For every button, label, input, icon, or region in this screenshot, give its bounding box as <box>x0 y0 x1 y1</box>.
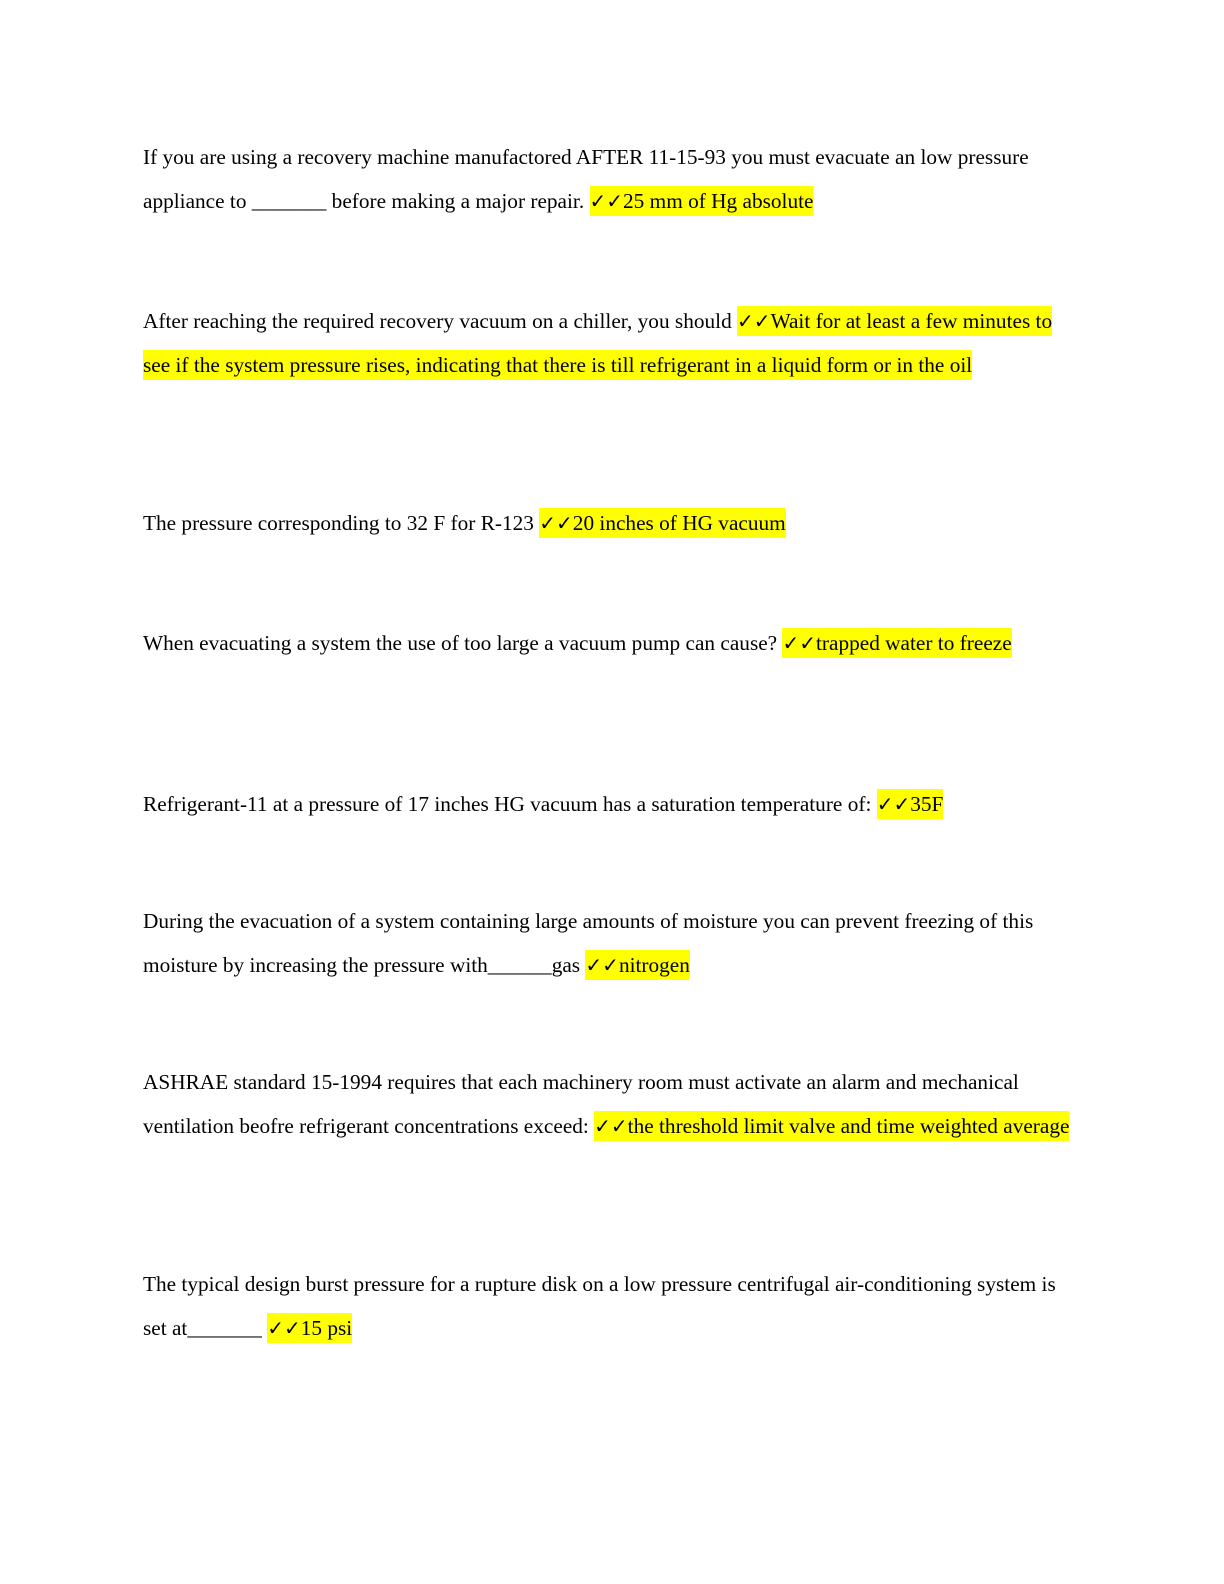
answer-text: 15 psi <box>300 1316 353 1340</box>
answer-highlight <box>594 1111 1069 1141</box>
answer-text: Wait for at least a few minutes to see if the system pressure rises, indicating that there is till refrigerant in a liquid form or in the oil <box>143 309 1053 377</box>
qa-item <box>143 1060 1078 1148</box>
question-text: Refrigerant-11 at a pressure of 17 inches HG vacuum has a saturation temperature of: <box>143 792 877 816</box>
double-check-icon: ✓✓ <box>585 953 619 977</box>
double-check-icon: ✓✓ <box>782 631 816 655</box>
double-check-icon: ✓✓ <box>267 1316 301 1340</box>
answer-highlight <box>539 508 785 538</box>
double-check-icon: ✓✓ <box>737 309 771 333</box>
qa-item <box>143 299 1078 387</box>
question-text: If you are using a recovery machine manufactored AFTER 11-15-93 you must evacuate an low pressure appliance to _______ before making a major repair. <box>143 145 1029 213</box>
qa-item <box>143 782 1078 826</box>
answer-text: the threshold limit valve and time weighted average <box>627 1114 1070 1138</box>
question-text: The typical design burst pressure for a rupture disk on a low pressure centrifugal air-conditioning system is set at_______ <box>143 1272 1056 1340</box>
answer-text: 20 inches of HG vacuum <box>572 511 786 535</box>
qa-item <box>143 621 1078 665</box>
answer-text: nitrogen <box>618 953 690 977</box>
qa-item <box>143 135 1078 223</box>
question-text: The pressure corresponding to 32 F for R-123 <box>143 511 540 535</box>
double-check-icon: ✓✓ <box>589 189 624 213</box>
qa-item <box>143 899 1078 987</box>
double-check-icon: ✓✓ <box>594 1114 628 1138</box>
answer-highlight <box>877 789 944 819</box>
answer-text: 25 mm of Hg absolute <box>623 189 814 213</box>
question-text: When evacuating a system the use of too large a vacuum pump can cause? <box>143 631 783 655</box>
answer-highlight <box>585 950 690 980</box>
qa-item <box>143 501 1078 545</box>
qa-item <box>143 1262 1078 1350</box>
question-text: During the evacuation of a system containing large amounts of moisture you can prevent freezing of this moisture by increasing the pressure with______gas <box>143 909 1034 977</box>
double-check-icon: ✓✓ <box>539 511 573 535</box>
answer-highlight <box>782 628 1011 658</box>
answer-highlight <box>267 1313 352 1343</box>
question-text: After reaching the required recovery vacuum on a chiller, you should <box>143 309 738 333</box>
double-check-icon: ✓✓ <box>876 792 911 816</box>
answer-highlight <box>590 186 814 216</box>
question-text: ASHRAE standard 15-1994 requires that each machinery room must activate an alarm and mechanical ventilation beofre refrigerant concentrations exceed: <box>143 1070 1019 1138</box>
answer-text: trapped water to freeze <box>815 631 1012 655</box>
answer-text: 35F <box>910 792 944 816</box>
